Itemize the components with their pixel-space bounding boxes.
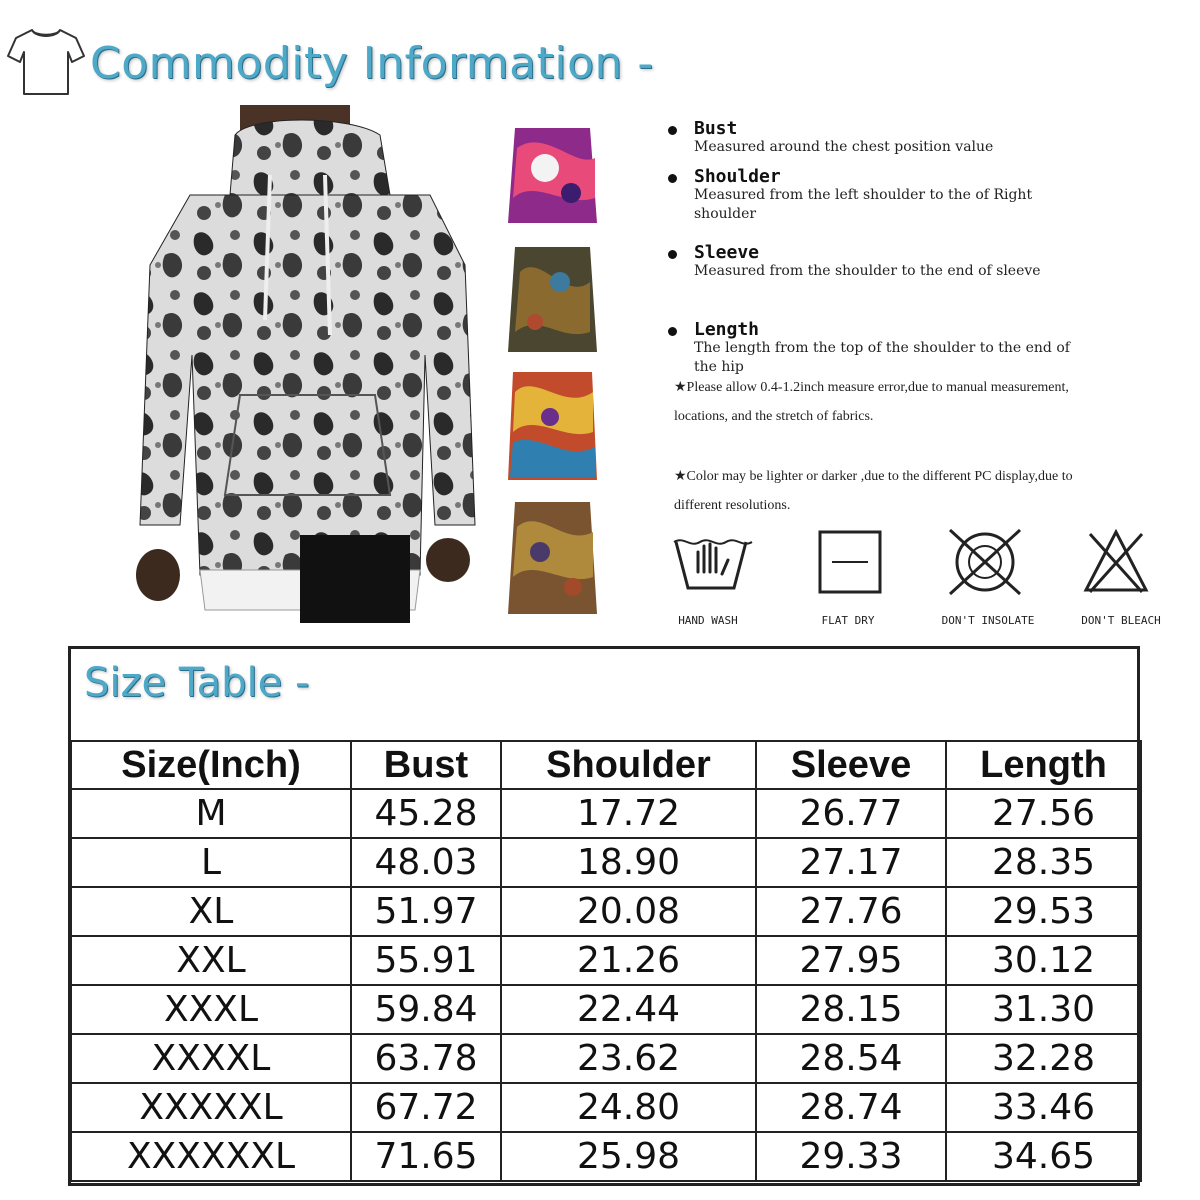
table-cell: 20.08 xyxy=(501,887,756,936)
table-cell: 28.15 xyxy=(756,985,946,1034)
care-label: FLAT DRY xyxy=(821,614,875,627)
measure-label: Shoulder xyxy=(694,166,781,187)
color-variant-olive-thumb[interactable] xyxy=(505,232,600,354)
bullet-icon xyxy=(668,174,677,183)
table-cell: L xyxy=(71,838,351,887)
table-cell: 29.53 xyxy=(946,887,1141,936)
hoodie-model-photo xyxy=(130,105,480,623)
table-row xyxy=(71,838,1141,887)
table-cell: 28.74 xyxy=(756,1083,946,1132)
table-cell: 67.72 xyxy=(351,1083,501,1132)
table-cell: 31.30 xyxy=(946,985,1141,1034)
color-variant-purple-thumb[interactable] xyxy=(505,108,600,230)
table-cell: 45.28 xyxy=(351,789,501,838)
table-cell: 24.80 xyxy=(501,1083,756,1132)
table-cell: 26.77 xyxy=(756,789,946,838)
table-cell: 32.28 xyxy=(946,1034,1141,1083)
table-row xyxy=(71,1034,1141,1083)
hand-wash-icon xyxy=(668,528,758,598)
table-cell: 27.56 xyxy=(946,789,1141,838)
tshirt-icon xyxy=(6,24,86,98)
dont-insolate-icon xyxy=(940,528,1030,598)
color-note: ★Color may be lighter or darker ,due to the different PC display,due to different resolutions. xyxy=(674,469,1073,513)
table-cell: 23.62 xyxy=(501,1034,756,1083)
table-row xyxy=(71,936,1141,985)
table-cell: 21.26 xyxy=(501,936,756,985)
measure-description: Measured from the left shoulder to the of Right shoulder xyxy=(694,187,1033,222)
table-cell: 22.44 xyxy=(501,985,756,1034)
table-cell: M xyxy=(71,789,351,838)
table-cell: 30.12 xyxy=(946,936,1141,985)
size-table xyxy=(70,740,1142,1182)
table-cell: 55.91 xyxy=(351,936,501,985)
table-cell: 27.17 xyxy=(756,838,946,887)
table-cell: 63.78 xyxy=(351,1034,501,1083)
column-header: Sleeve xyxy=(756,741,946,789)
table-header-row xyxy=(71,741,1141,789)
column-header: Bust xyxy=(351,741,501,789)
table-cell: XXXXL xyxy=(71,1034,351,1083)
color-variant-multicolor-thumb[interactable] xyxy=(505,362,600,484)
page-title: Commodity Information - xyxy=(90,38,654,89)
table-cell: XXXXXXL xyxy=(71,1132,351,1181)
table-cell: 25.98 xyxy=(501,1132,756,1181)
table-cell: 28.35 xyxy=(946,838,1141,887)
measure-label: Bust xyxy=(694,118,738,139)
flat-dry-icon xyxy=(808,528,898,598)
measure-description: Measured from the shoulder to the end of sleeve xyxy=(694,263,1041,279)
measure-label: Sleeve xyxy=(694,242,760,263)
measure-label: Length xyxy=(694,319,760,340)
column-header: Size(Inch) xyxy=(71,741,351,789)
table-cell: XXXL xyxy=(71,985,351,1034)
measure-description: The length from the top of the shoulder to the end of the hip xyxy=(694,340,1070,375)
table-row xyxy=(71,1083,1141,1132)
table-cell: 59.84 xyxy=(351,985,501,1034)
table-row xyxy=(71,1132,1141,1181)
table-row xyxy=(71,789,1141,838)
table-cell: 17.72 xyxy=(501,789,756,838)
care-label: DON'T INSOLATE xyxy=(941,614,1035,627)
table-cell: XL xyxy=(71,887,351,936)
table-row xyxy=(71,887,1141,936)
column-header: Length xyxy=(946,741,1141,789)
table-row xyxy=(71,985,1141,1034)
care-label: DON'T BLEACH xyxy=(1081,614,1161,627)
table-cell: 28.54 xyxy=(756,1034,946,1083)
measure-description: Measured around the chest position value xyxy=(694,139,994,155)
table-cell: 48.03 xyxy=(351,838,501,887)
bullet-icon xyxy=(668,327,677,336)
color-variant-brown-thumb[interactable] xyxy=(505,492,600,614)
table-cell: 34.65 xyxy=(946,1132,1141,1181)
table-cell: 51.97 xyxy=(351,887,501,936)
table-cell: 29.33 xyxy=(756,1132,946,1181)
table-cell: XXL xyxy=(71,936,351,985)
table-cell: 27.95 xyxy=(756,936,946,985)
table-cell: 27.76 xyxy=(756,887,946,936)
table-cell: XXXXXL xyxy=(71,1083,351,1132)
table-cell: 71.65 xyxy=(351,1132,501,1181)
measure-error-note: ★Please allow 0.4-1.2inch measure error,due to manual measurement, locations, and the stretch of fabrics. xyxy=(674,380,1069,424)
column-header: Shoulder xyxy=(501,741,756,789)
bullet-icon xyxy=(668,250,677,259)
care-label: HAND WASH xyxy=(678,614,738,627)
dont-bleach-icon xyxy=(1076,528,1166,598)
table-cell: 33.46 xyxy=(946,1083,1141,1132)
table-cell: 18.90 xyxy=(501,838,756,887)
size-table-title: Size Table - xyxy=(84,660,310,706)
bullet-icon xyxy=(668,126,677,135)
